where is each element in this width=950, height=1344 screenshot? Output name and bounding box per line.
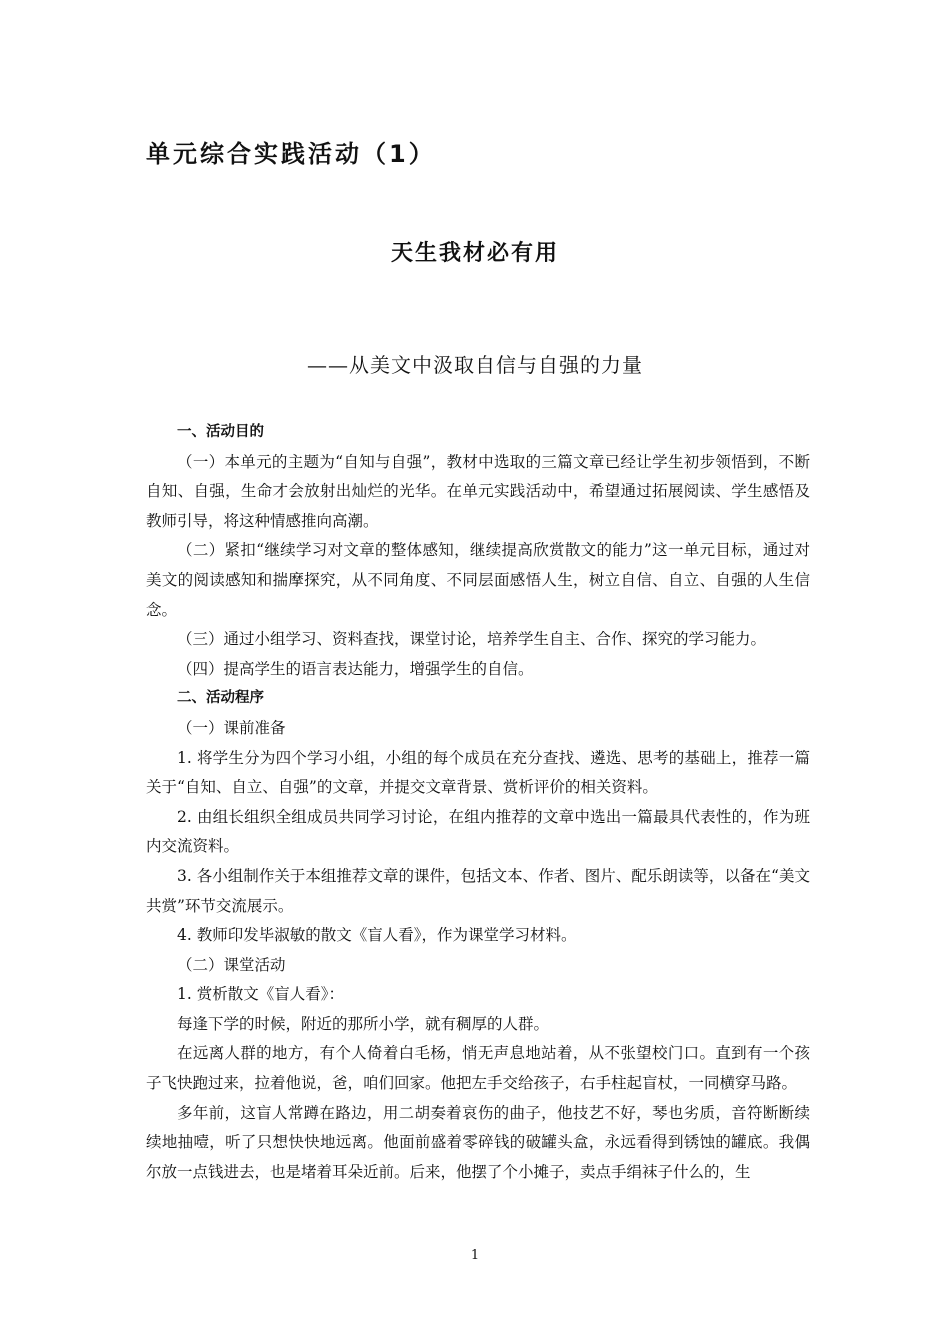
paragraph: （二）紧扣“继续学习对文章的整体感知，继续提高欣赏散文的能力”这一单元目标，通过对美文的阅读感知和揣摩探究，从不同角度、不同层面感悟人生，树立自信、自立、自强的人生信念。 — [146, 541, 810, 619]
paragraph: （三）通过小组学习、资料查找，课堂讨论，培养学生自主、合作、探究的学习能力。 — [177, 630, 767, 649]
section-heading: 一、活动目的 — [177, 424, 264, 440]
paragraph: （四）提高学生的语言表达能力，增强学生的自信。 — [177, 659, 534, 678]
paragraph: 4. 教师印发毕淑敏的散文《盲人看》，作为课堂学习材料。 — [177, 926, 577, 945]
main-title: 天生我材必有用 — [390, 240, 559, 266]
paragraph: 1. 将学生分为四个学习小组，小组的每个成员在充分查找、遴选、思考的基础上，推荐一篇关于“自知、自立、自强”的文章，并提交文章背景、赏析评价的相关资料。 — [146, 748, 810, 797]
paragraph: （一）本单元的主题为“自知与自强”，教材中选取的三篇文章已经让学生初步领悟到，不断自知、自强，生命才会放射出灿烂的光华。在单元实践活动中，希望通过拓展阅读、学生感悟及教师引导，将这种情感推向高潮。 — [146, 452, 810, 530]
paragraph: （一）课前准备 — [177, 718, 286, 737]
section-heading: 二、活动程序 — [177, 690, 264, 707]
paragraph: 1. 赏析散文《盲人看》： — [177, 985, 344, 1004]
paragraph: 3. 各小组制作关于本组推荐文章的课件，包括文本、作者、图片、配乐朗读等，以备在“美文共赏”环节交流展示。 — [146, 866, 810, 915]
document-body — [146, 418, 810, 1187]
paragraph: 多年前，这盲人常蹲在路边，用二胡奏着哀伤的曲子，他技艺不好，琴也劣质，音符断断续续地抽噎，听了只想快快地远离。他面前盛着零碎钱的破罐头盒，永远看得到锈蚀的罐底。我偶尔放一点钱进去，也是堵着耳朵近前。后来，他摆了个小摊子，卖点手绢袜子什么的，生 — [146, 1103, 810, 1181]
subtitle: ——从美文中汲取自信与自强的力量 — [307, 353, 643, 377]
paragraph: 2. 由组长组织全组成员共同学习讨论，在组内推荐的文章中选出一篇最具代表性的，作为班内交流资料。 — [146, 807, 810, 856]
unit-title: 单元综合实践活动（1） — [146, 140, 436, 168]
page-number: 1 — [470, 1248, 480, 1263]
paragraph: 每逢下学的时候，附近的那所小学，就有稠厚的人群。 — [177, 1014, 550, 1033]
paragraph: （二）课堂活动 — [177, 955, 286, 974]
paragraph: 在远离人群的地方，有个人倚着白毛杨，悄无声息地站着，从不张望校门口。直到有一个孩子飞快跑过来，拉着他说，爸，咱们回家。他把左手交给孩子，右手柱起盲杖，一同横穿马路。 — [146, 1044, 810, 1093]
